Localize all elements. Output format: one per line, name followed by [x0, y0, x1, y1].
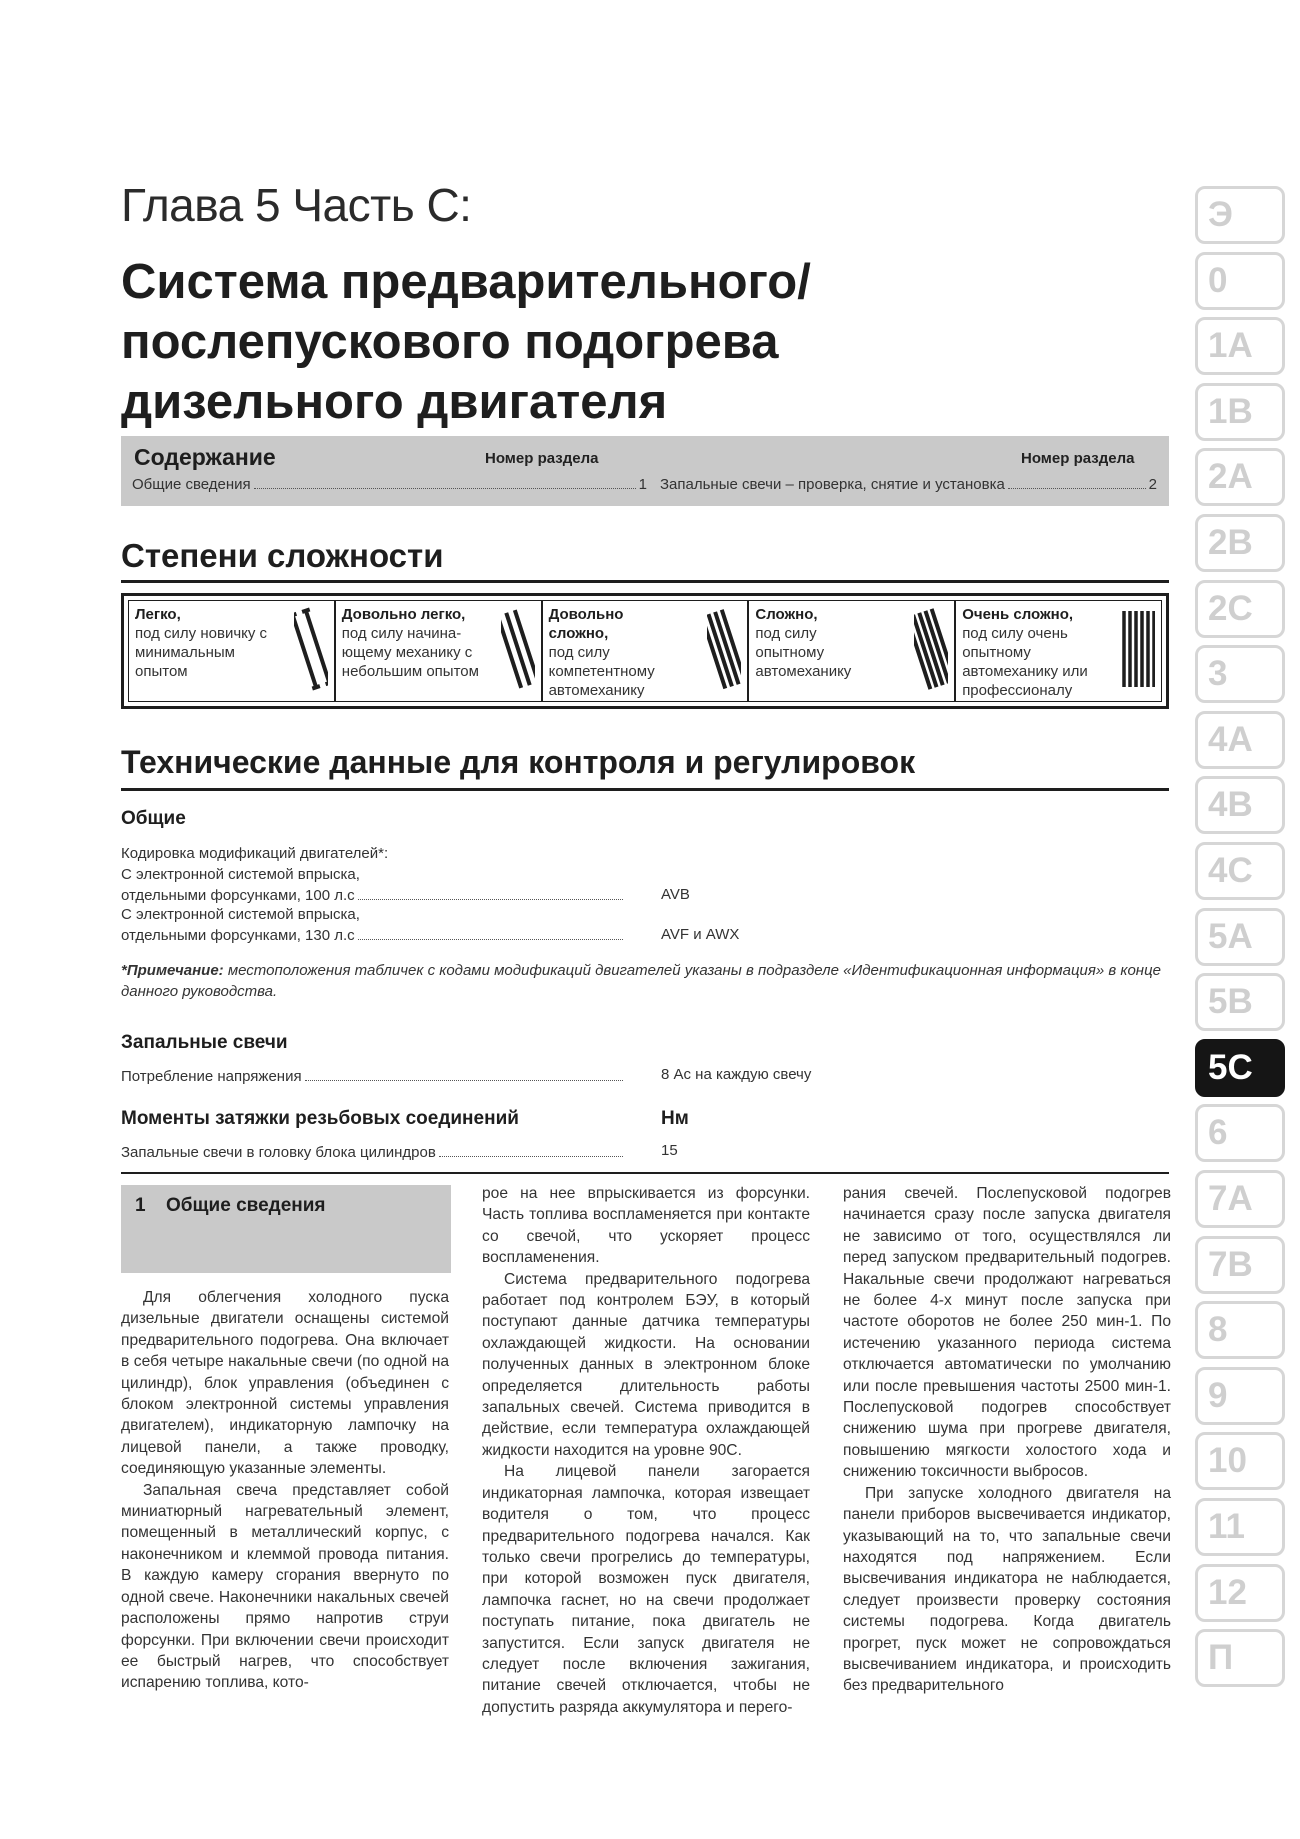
chapter-tab-12[interactable]: 12 [1195, 1564, 1285, 1622]
tech-heading: Технические данные для контроля и регулировок [121, 744, 916, 780]
torque-unit: Нм [661, 1108, 689, 1129]
chapter-tab-8[interactable]: 8 [1195, 1301, 1285, 1359]
spec-value: AVB [661, 886, 690, 903]
toc-item-number: 2 [1148, 476, 1157, 493]
paragraph: При запуске холодного двигателя на панели приборов высвечивается индикатор, указывающий на то, что запальные свечи находятся под напряжением. Если высвечивания индикатора не наблюдается, следует произвести проверку состояния системы подогрева. Когда двигатель прогрет, пуск может не сопровождаться высвечиванием индикатора, и происходить без предварительного [843, 1484, 1171, 1695]
chapter-tab-1a[interactable]: 1A [1195, 317, 1285, 375]
plugs-title: Запальные свечи [121, 1032, 288, 1053]
difficulty-level-5 [956, 601, 1161, 701]
chapter-tab-7b[interactable]: 7B [1195, 1236, 1285, 1294]
difficulty-desc: под силу компетентному автомеханику [548, 644, 655, 699]
paragraph: рое на нее впрыскивается из форсунки. Часть топлива воспламеняется при контакте со свечой, что ускоряет процесс воспламенения. [482, 1185, 810, 1267]
text-column-1 [121, 1287, 449, 1694]
spec-value: AVF и AWX [661, 926, 740, 943]
section-title: Общие сведения [166, 1195, 326, 1216]
difficulty-table [121, 593, 1169, 709]
spec-label: С электронной системой впрыска, [121, 866, 360, 883]
spec-value: 8 Ас на каждую свечу [661, 1066, 812, 1083]
chapter-tab-5a[interactable]: 5A [1195, 908, 1285, 966]
divider [121, 1172, 1169, 1174]
footnote [121, 960, 1171, 1002]
difficulty-level-3 [543, 601, 750, 701]
paragraph: Для облегчения холодного пуска дизельные двигатели оснащены системой предварительного подогрева. Она включает в себя четыре накальные свечи (по одной на цилиндр), блок управления (объединен с блоком электронной системы управления двигателем), индикаторную лампочку на лицевой панели, а также проводку, соединяющую указанные элементы. [121, 1289, 449, 1478]
difficulty-desc: под силу очень опытному автомеханику или профессионалу [962, 625, 1088, 699]
chapter-tab-4a[interactable]: 4A [1195, 711, 1285, 769]
chapter-tab-5b[interactable]: 5B [1195, 973, 1285, 1031]
chapter-tab-1b[interactable]: 1B [1195, 383, 1285, 441]
toc-item-1[interactable] [132, 476, 647, 493]
difficulty-level-1 [129, 601, 336, 701]
spec-row [121, 1066, 1171, 1090]
chapter-tab-п[interactable]: П [1195, 1629, 1285, 1687]
spec-label-line [121, 925, 626, 946]
paragraph: На лицевой панели загорается индикаторная лампочка, которая извещает водителя о том, что процесс предварительного подогрева начался. Как только свечи прогрелись до температуры, при которой возможен пуск двигателя, лампочка гаснет, но на свечи продолжает поступать питание, пока двигатель не запустится. Если запуск двигателя не следует после включения зажигания, питание свечей отключается, чтобы не допустить разряда аккумулятора и перего- [482, 1463, 810, 1716]
paragraph: рания свечей. Послепусковой подогрев начинается сразу после запуска двигателя не зависимо от того, осуществлялся ли перед запуском предварительный подогрев. Накальные свечи продолжают нагреваться не более 4-х минут после запуска при частоте оборотов не более 250 мин-1. По истечению указанного периода система отключается автоматически по умолчанию или после превышения частоты 2500 мин-1. Послепусковой подогрев способствует снижению шума при прогреве двигателя, повышению мягкости холостого хода и снижению токсичности выбросов. [843, 1185, 1171, 1481]
title-line: дизельного двигателя [121, 375, 668, 429]
spec-label-line [121, 885, 626, 906]
paragraph: Запальная свеча представляет собой миниатюрный нагревательный элемент, помещенный в металлический корпус, с наконечником и клеммой провода питания. В каждую камеру сгорания ввернуто по одной свече. Наконечники накальных свечей расположены прямо напротив струи форсунки. При включении свечи происходит ее быстрый нагрев, что способствует испарению топлива, кото- [121, 1481, 449, 1692]
spec-intro: Кодировка модификаций двигателей*: [121, 845, 389, 862]
spanner-icon [914, 607, 948, 691]
difficulty-title: Довольно сложно, [548, 606, 624, 642]
chapter-tab-9[interactable]: 9 [1195, 1367, 1285, 1425]
text-column-2 [482, 1183, 810, 1718]
spec-label: Потребление напряжения [121, 1068, 302, 1085]
spec-label-line [121, 1066, 626, 1087]
contents-box [121, 436, 1169, 506]
page-title [121, 252, 1021, 432]
spanner-icon [707, 607, 741, 691]
toc-item-label: Запальные свечи – проверка, снятие и установка [660, 476, 1005, 493]
section-number-header: Номер раздела [485, 450, 599, 467]
spec-label: Запальные свечи в головку блока цилиндров [121, 1144, 436, 1161]
spec-row [121, 904, 1171, 948]
difficulty-desc: под силу новичку с минимальным опытом [135, 625, 268, 680]
contents-title: Содержание [134, 444, 276, 470]
spanner-icon [1121, 607, 1155, 691]
toc-item-number: 1 [638, 476, 647, 493]
spanner-icon [294, 607, 328, 691]
toc-item-label: Общие сведения [132, 476, 251, 493]
difficulty-title: Сложно, [755, 606, 818, 623]
spec-label-line [121, 1142, 626, 1163]
divider [121, 788, 1169, 791]
note-label: *Примечание: [121, 962, 224, 979]
text-column-3 [843, 1183, 1171, 1697]
title-line: Система предварительного/ [121, 255, 811, 309]
difficulty-level-2 [336, 601, 543, 701]
spec-label: отдельными форсунками, 130 л.с [121, 927, 355, 944]
chapter-tab-2b[interactable]: 2B [1195, 514, 1285, 572]
divider [121, 580, 1169, 583]
spec-row [121, 864, 1171, 908]
toc-item-2[interactable] [660, 476, 1157, 493]
section-heading-box [121, 1185, 451, 1273]
chapter-tab-5c[interactable]: 5C [1195, 1039, 1285, 1097]
spec-label: С электронной системой впрыска, [121, 906, 360, 923]
chapter-tab-0[interactable]: 0 [1195, 252, 1285, 310]
difficulty-level-4 [749, 601, 956, 701]
chapter-tab-11[interactable]: 11 [1195, 1498, 1285, 1556]
torque-title: Моменты затяжки резьбовых соединений [121, 1108, 519, 1129]
chapter-tab-6[interactable]: 6 [1195, 1104, 1285, 1162]
difficulty-title: Довольно легко, [341, 606, 466, 623]
section-number: 1 [135, 1195, 146, 1216]
chapter-tab-4b[interactable]: 4B [1195, 776, 1285, 834]
difficulty-heading: Степени сложности [121, 537, 444, 574]
paragraph: Система предварительного подогрева работает под контролем БЭУ, в который поступают данные датчика температуры охлаждающей жидкости. На основании полученных данных в электронном блоке определяется длительность работы запальных свечей. Система приводится в действие, если температура охлаждающей жидкости находится на уровне 90С. [482, 1270, 810, 1459]
chapter-tab-4c[interactable]: 4C [1195, 842, 1285, 900]
general-title: Общие [121, 808, 186, 829]
chapter-tab-10[interactable]: 10 [1195, 1432, 1285, 1490]
difficulty-title: Очень сложно, [962, 606, 1074, 623]
spec-row [121, 1142, 1171, 1166]
chapter-tab-2c[interactable]: 2C [1195, 580, 1285, 638]
section-number-header: Номер раздела [1021, 450, 1135, 467]
spanner-icon [501, 607, 535, 691]
spec-value: 15 [661, 1142, 678, 1159]
chapter-tab-3[interactable]: 3 [1195, 645, 1285, 703]
difficulty-title: Легко, [135, 606, 181, 623]
spec-label: отдельными форсунками, 100 л.с [121, 887, 355, 904]
chapter-tab-2a[interactable]: 2A [1195, 448, 1285, 506]
chapter-tab-э[interactable]: Э [1195, 186, 1285, 244]
title-line: послепускового подогрева [121, 315, 779, 369]
chapter-label: Глава 5 Часть С: [121, 179, 472, 231]
note-text: местоположения табличек с кодами модификаций двигателей указаны в подразделе «Идентификационная информация» в конце данного руководства. [121, 962, 1161, 1000]
chapter-tab-7a[interactable]: 7A [1195, 1170, 1285, 1228]
difficulty-desc: под силу опытному автомеханику [755, 625, 852, 680]
difficulty-desc: под силу начина-ющему механику с небольшим опытом [341, 625, 479, 680]
